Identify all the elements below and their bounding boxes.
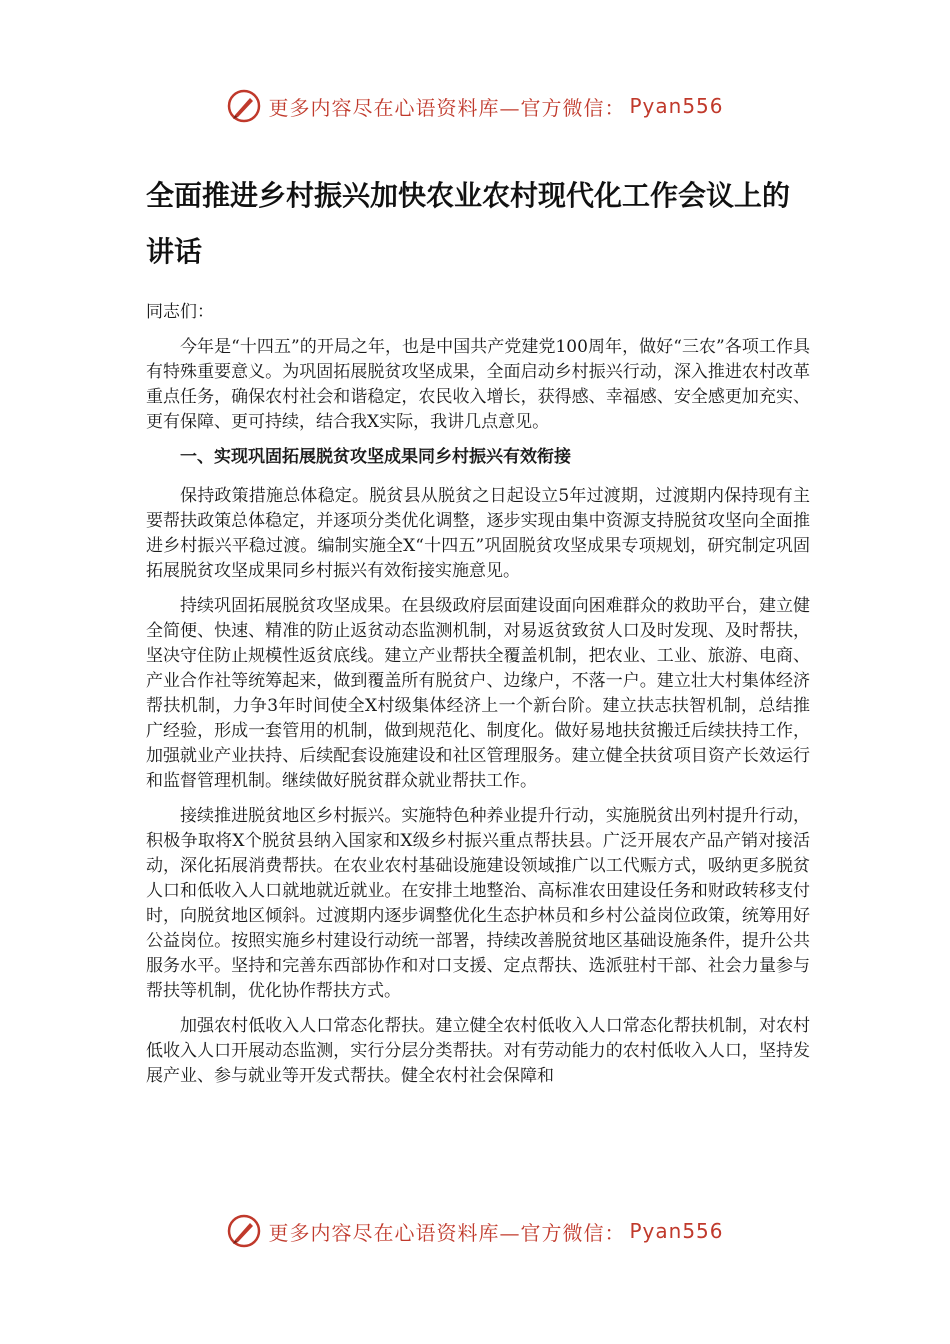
salutation: 同志们： xyxy=(146,302,214,322)
banner-text: 更多内容尽在心语资料库—官方微信： xyxy=(268,1220,626,1245)
banner-wechat-id: Pyan556 xyxy=(629,1219,724,1243)
header-banner xyxy=(0,86,950,126)
body-paragraph: 接续推进脱贫地区乡村振兴。实施特色种养业提升行动，实施脱贫出列村提升行动，积极争取将X个脱贫县纳入国家和X级乡村振兴重点帮扶县。广泛开展农产品产销对接活动，深化拓展消费帮扶。在农业农村基础设施建设领域推广以工代赈方式，吸纳更多脱贫人口和低收入人口就地就近就业。在安排土地整治、高标准农田建设任务和财政转移支付时，向脱贫地区倾斜。过渡期内逐步调整优化生态护林员和乡村公益岗位政策，统筹用好公益岗位。按照实施乡村建设行动统一部署，持续改善脱贫地区基础设施条件，提升公共服务水平。坚持和完善东西部协作和对口支援、定点帮扶、选派驻村干部、社会力量参与帮扶等机制，优化协作帮扶方式。 xyxy=(146,806,810,1001)
banner-wechat-id: Pyan556 xyxy=(629,94,724,118)
body-paragraph: 保持政策措施总体稳定。脱贫县从脱贫之日起设立5年过渡期，过渡期内保持现有主要帮扶政策总体稳定，并逐项分类优化调整，逐步实现由集中资源支持脱贫攻坚向全面推进乡村振兴平稳过渡。编制实施全X“十四五”巩固脱贫攻坚成果专项规划，研究制定巩固拓展脱贫攻坚成果同乡村振兴有效衔接实施意见。 xyxy=(146,486,810,581)
pen-logo-icon xyxy=(226,88,262,124)
footer-banner xyxy=(0,1211,950,1251)
body-paragraph: 持续巩固拓展脱贫攻坚成果。在县级政府层面建设面向困难群众的救助平台，建立健全简便、快速、精准的防止返贫动态监测机制，对易返贫致贫人口及时发现、及时帮扶，坚决守住防止规模性返贫底线。建立产业帮扶全覆盖机制，把农业、工业、旅游、电商、产业合作社等统筹起来，做到覆盖所有脱贫户、边缘户，不落一户。建立壮大村集体经济帮扶机制，力争3年时间使全X村级集体经济上一个新台阶。建立扶志扶智机制，总结推广经验，形成一套管用的机制，做到规范化、制度化。做好易地扶贫搬迁后续扶持工作，加强就业产业扶持、后续配套设施建设和社区管理服务。建立健全扶贫项目资产长效运行和监督管理机制。继续做好脱贫群众就业帮扶工作。 xyxy=(146,596,810,791)
document-body xyxy=(146,168,810,1099)
document-title: 全面推进乡村振兴加快农业农村现代化工作会议上的讲话 xyxy=(146,179,791,268)
section-heading: 一、实现巩固拓展脱贫攻坚成果同乡村振兴有效衔接 xyxy=(180,447,571,467)
banner-text: 更多内容尽在心语资料库—官方微信： xyxy=(268,95,626,120)
pen-logo-icon xyxy=(226,1213,262,1249)
body-paragraph: 加强农村低收入人口常态化帮扶。建立健全农村低收入人口常态化帮扶机制，对农村低收入人口开展动态监测，实行分层分类帮扶。对有劳动能力的农村低收入人口，坚持发展产业、参与就业等开发式帮扶。健全农村社会保障和 xyxy=(146,1016,810,1086)
intro-paragraph: 今年是“十四五”的开局之年，也是中国共产党建党100周年，做好“三农”各项工作具有特殊重要意义。为巩固拓展脱贫攻坚成果，全面启动乡村振兴行动，深入推进农村改革重点任务，确保农村社会和谐稳定，农民收入增长，获得感、幸福感、安全感更加充实、更有保障、更可持续，结合我X实际，我讲几点意见。 xyxy=(146,337,810,432)
